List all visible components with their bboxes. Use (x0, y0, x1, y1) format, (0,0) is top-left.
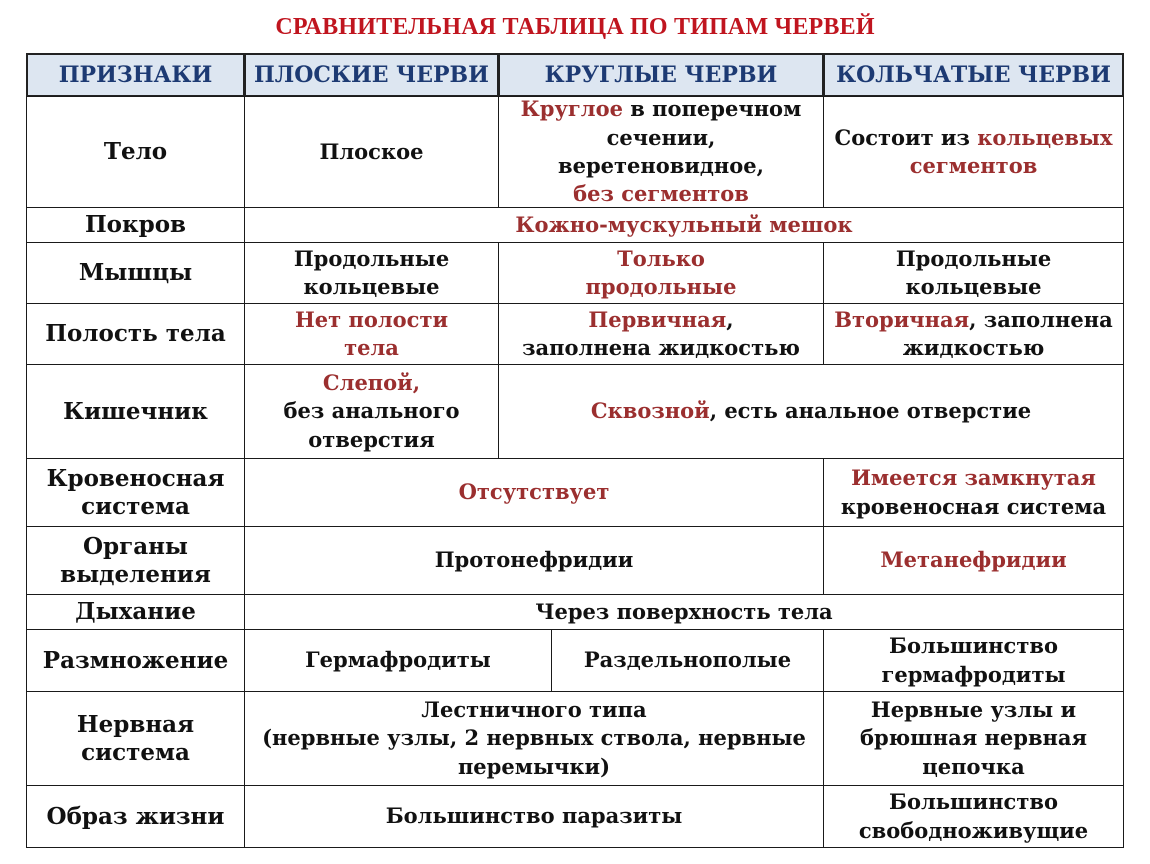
text: цепочка (922, 753, 1025, 779)
text: , есть анальное отверстие (709, 398, 1032, 424)
text: без анального (283, 398, 460, 424)
text: (нервные узлы, 2 нервных ствола, нервные (262, 725, 806, 751)
text: Нервная (76, 710, 195, 738)
header-ringed-worms: КОЛЬЧАТЫЕ ЧЕРВИ (823, 53, 1124, 97)
text: в поперечном (622, 96, 802, 122)
cell-muscles-ringed (823, 242, 1124, 304)
row-label-excretory (26, 526, 245, 595)
text: отверстия (308, 426, 435, 452)
text: Большинство (889, 633, 1058, 659)
text: сечении, веретеновидное, (558, 124, 764, 178)
text: Лестничного типа (421, 696, 647, 722)
text: кольцевые (303, 274, 440, 299)
text: Продольные (895, 245, 1052, 271)
row-label-body: Тело (26, 96, 245, 208)
text: Продольные (293, 245, 450, 271)
text-red: Круглое (520, 96, 623, 122)
text-red: сегментов (909, 153, 1038, 178)
cell-body-flat: Плоское (244, 96, 499, 208)
text: система (81, 492, 190, 520)
cell-cavity-ringed (823, 303, 1124, 365)
cell-nervous-flat-round (244, 691, 824, 786)
cell-cavity-round (498, 303, 824, 365)
header-priznaki: ПРИЗНАКИ (26, 53, 245, 97)
text: Большинство (889, 789, 1058, 815)
cell-reproduction-round: Раздельнополые (551, 629, 824, 692)
cell-excretory-ringed: Метанефридии (823, 526, 1124, 595)
text-red: Только (617, 245, 705, 271)
cell-muscles-flat (244, 242, 499, 304)
text-red: без сегментов (573, 181, 749, 207)
text: кольцевые (905, 274, 1042, 299)
text-red: Имеется замкнутая (851, 465, 1096, 491)
text: Органы (82, 532, 188, 560)
text-red: продольные (585, 274, 737, 299)
text-red: Сквозной (590, 398, 710, 424)
row-label-muscles: Мышцы (26, 242, 245, 304)
header-flat-worms: ПЛОСКИЕ ЧЕРВИ (244, 53, 499, 97)
cell-lifestyle-flat-round: Большинство паразиты (244, 785, 824, 848)
text: , (726, 306, 734, 332)
text-red: Первичная (588, 306, 727, 332)
text: свободноживущие (858, 817, 1089, 843)
text: , заполнена (969, 306, 1113, 332)
row-label-circulatory (26, 458, 245, 527)
cell-cover-all: Кожно-мускульный мешок (244, 207, 1124, 243)
text: кровеносная система (840, 493, 1107, 519)
text: система (81, 738, 190, 766)
cell-body-ringed (823, 96, 1124, 208)
cell-circulatory-flat-round: Отсутствует (244, 458, 824, 527)
row-label-body-cavity: Полость тела (26, 303, 245, 365)
text-red: Вторичная (834, 306, 970, 332)
text: брюшная нервная (859, 725, 1088, 751)
header-round-worms: КРУГЛЫЕ ЧЕРВИ (498, 53, 824, 97)
cell-cavity-flat (244, 303, 499, 365)
text-red: кольцевых (977, 124, 1113, 150)
row-label-nervous (26, 691, 245, 786)
text: Нервные узлы и (870, 696, 1077, 722)
cell-intestine-flat (244, 364, 499, 459)
cell-muscles-round (498, 242, 824, 304)
text: заполнена жидкостью (522, 335, 800, 360)
cell-reproduction-flat: Гермафродиты (244, 629, 552, 692)
text-red: Слепой, (322, 369, 421, 395)
text-red: тела (344, 335, 399, 360)
text-red: Нет полости (294, 306, 449, 332)
cell-intestine-round-ringed (498, 364, 1124, 459)
cell-body-round (498, 96, 824, 208)
text: Кровеносная (46, 464, 225, 492)
cell-respiration-all: Через поверхность тела (244, 594, 1124, 630)
row-label-reproduction: Размножение (26, 629, 245, 692)
row-label-intestine: Кишечник (26, 364, 245, 459)
row-label-respiration: Дыхание (26, 594, 245, 630)
row-label-cover: Покров (26, 207, 245, 243)
text: выделения (60, 560, 211, 588)
text: гермафродиты (881, 661, 1066, 687)
row-label-lifestyle: Образ жизни (26, 785, 245, 848)
text: жидкостью (902, 335, 1045, 360)
cell-lifestyle-ringed (823, 785, 1124, 848)
text: перемычки) (457, 753, 611, 779)
cell-reproduction-ringed (823, 629, 1124, 692)
cell-nervous-ringed (823, 691, 1124, 786)
page-title: СРАВНИТЕЛЬНАЯ ТАБЛИЦА ПО ТИПАМ ЧЕРВЕЙ (275, 14, 875, 40)
cell-excretory-flat-round: Протонефридии (244, 526, 824, 595)
text: Состоит из (834, 124, 978, 150)
cell-circulatory-ringed (823, 458, 1124, 527)
